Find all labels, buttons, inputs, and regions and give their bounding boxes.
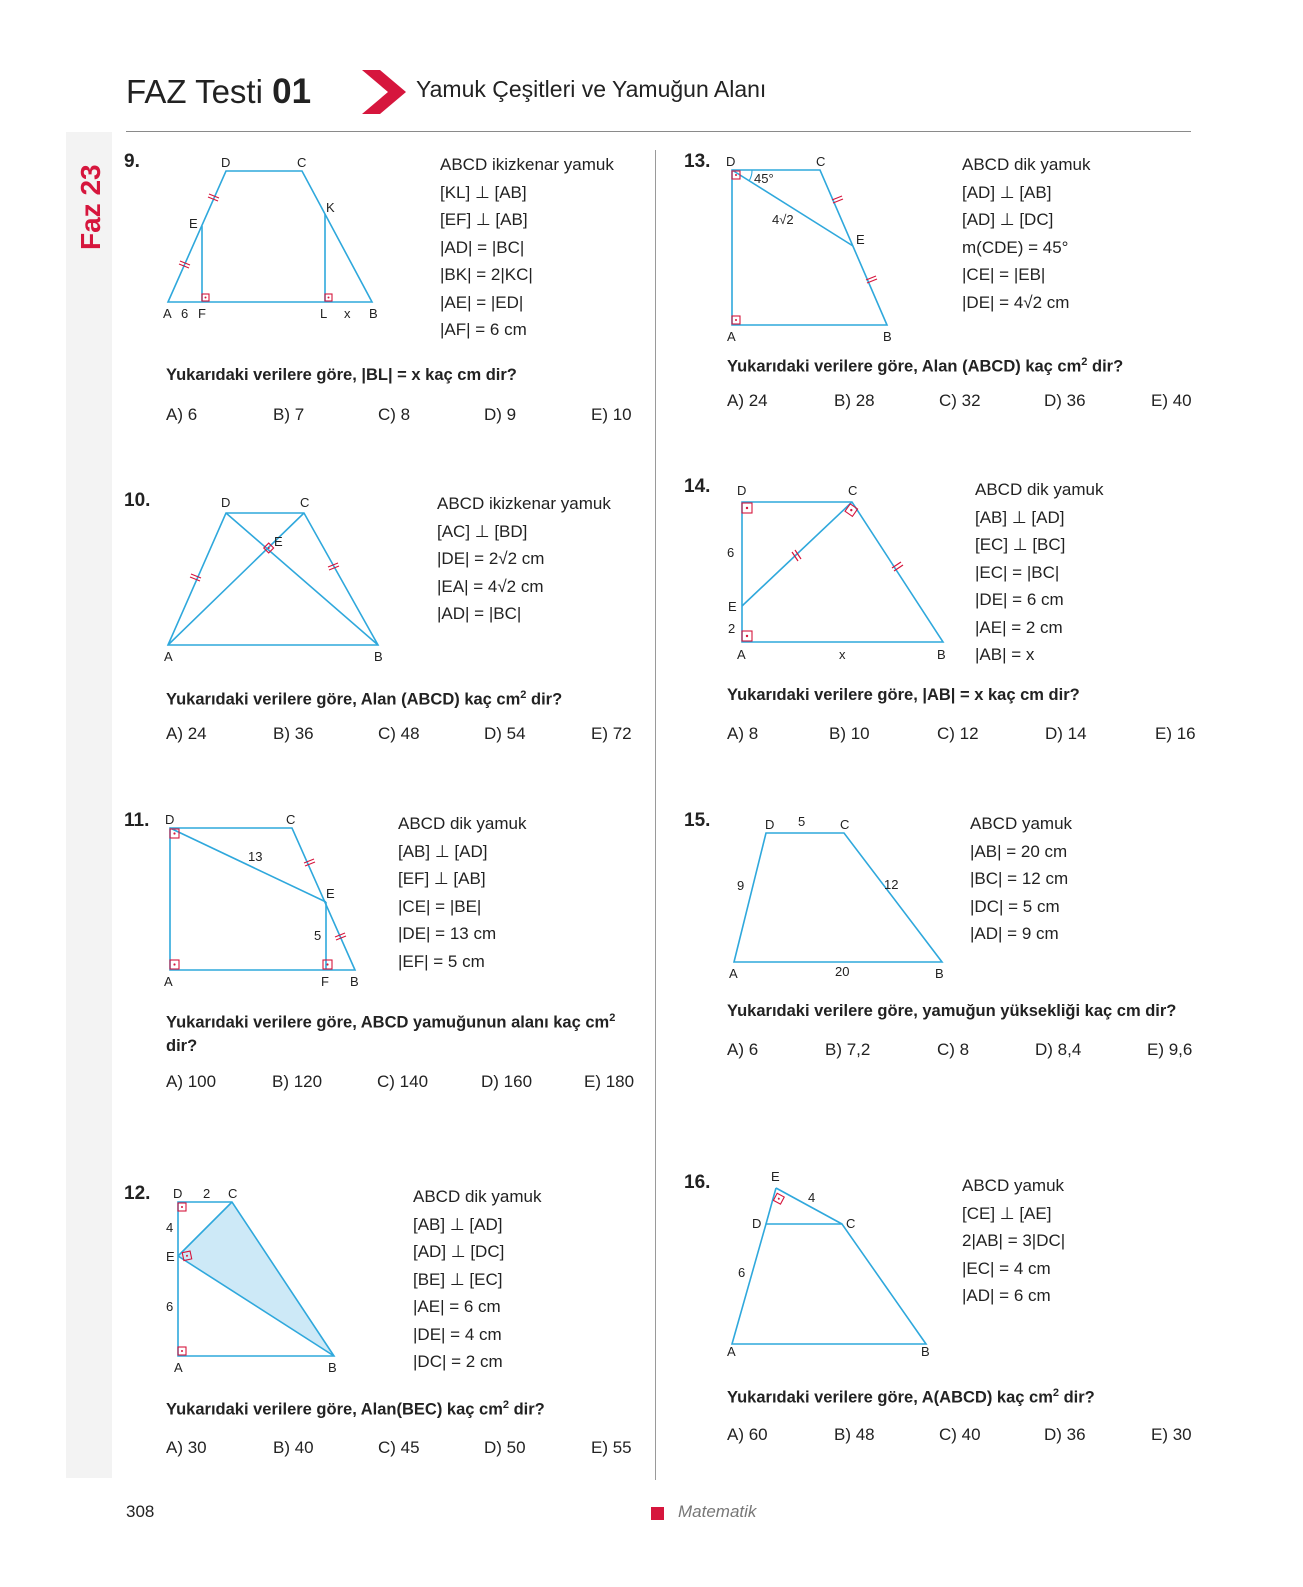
- trapezoid-figure-q9: [160, 155, 390, 330]
- givens-list: [413, 1183, 541, 1376]
- givens-list: [398, 810, 526, 975]
- given-item: |DC| = 5 cm: [970, 896, 1060, 916]
- figure-label: 45°: [754, 171, 774, 186]
- choice-a[interactable]: A) 24: [166, 724, 207, 743]
- choice-c[interactable]: C) 48: [378, 724, 420, 743]
- trapezoid-figure-q11: [160, 812, 370, 987]
- given-item: [BE] ⊥ [EC]: [413, 1269, 503, 1289]
- given-item: ABCD dik yamuk: [962, 155, 1091, 174]
- given-item: [EC] ⊥ [BC]: [975, 535, 1066, 554]
- figure-label: 5: [314, 928, 322, 943]
- given-item: [AB] ⊥ [AD]: [398, 841, 488, 861]
- title-main: FAZ Testi: [126, 73, 263, 110]
- givens-list: [437, 490, 611, 628]
- figure-label: 4: [166, 1220, 174, 1235]
- choice-c[interactable]: C) 12: [937, 724, 979, 743]
- given-item: |EC| = |BC|: [975, 562, 1060, 582]
- choice-b[interactable]: B) 28: [834, 391, 875, 410]
- given-item: |AF| = 6 cm: [440, 320, 527, 339]
- figure-label: C: [228, 1186, 238, 1201]
- figure-label: D: [221, 155, 231, 170]
- figure-label: 2: [728, 621, 736, 636]
- figure-label: D: [765, 817, 775, 832]
- figure-label: 6: [738, 1265, 746, 1280]
- page-subtitle: Yamuk Çeşitleri ve Yamuğun Alanı: [416, 76, 767, 102]
- given-item: |DC| = 2 cm: [413, 1352, 503, 1371]
- given-item: [CE] ⊥ [AE]: [962, 1203, 1052, 1223]
- column-divider: [655, 150, 656, 1480]
- header-divider: [126, 131, 1191, 132]
- question-text: Yukarıdaki verilere göre, yamuğun yüksekliği kaç cm dir?: [727, 1002, 1177, 1020]
- given-item: |CE| = |BE|: [398, 896, 482, 916]
- choice-d[interactable]: D) 14: [1045, 724, 1087, 743]
- question-number: 10.: [124, 490, 151, 511]
- answer-choices: [166, 1072, 636, 1096]
- given-item: |AD| = |BC|: [440, 237, 525, 257]
- figure-label: B: [328, 1360, 337, 1375]
- answer-choices: [727, 1425, 1197, 1449]
- given-item: |CE| = |EB|: [962, 265, 1046, 284]
- figure-label: 2: [203, 1186, 211, 1201]
- figure-label: C: [840, 817, 850, 832]
- choice-a[interactable]: A) 6: [166, 405, 198, 424]
- given-item: |DE| = 4 cm: [413, 1324, 502, 1344]
- given-item: |AB| = x: [975, 645, 1035, 664]
- figure-label: E: [274, 534, 283, 549]
- question-text: Yukarıdaki verilere göre, |AB| = x kaç cm dir?: [727, 686, 1080, 704]
- choice-b[interactable]: B) 10: [829, 724, 870, 743]
- choice-e[interactable]: E) 40: [1151, 391, 1192, 410]
- question-text: Yukarıdaki verilere göre, |BL| = x kaç cm dir?: [166, 366, 517, 384]
- page-number: 308: [126, 1502, 155, 1521]
- choice-e[interactable]: E) 16: [1155, 724, 1196, 743]
- figure-label: B: [883, 329, 892, 344]
- figure-label: B: [374, 649, 383, 664]
- choice-b[interactable]: B) 36: [273, 724, 314, 743]
- figure-label: D: [726, 154, 736, 169]
- givens-list: [970, 810, 1072, 948]
- choice-a[interactable]: A) 8: [727, 724, 759, 743]
- figure-label: F: [198, 306, 206, 321]
- choice-a[interactable]: A) 100: [166, 1072, 217, 1091]
- figure-label: D: [752, 1216, 762, 1231]
- given-item: ABCD dik yamuk: [413, 1187, 542, 1206]
- given-item: [EF] ⊥ [AB]: [398, 869, 486, 888]
- question-number: 12.: [124, 1183, 151, 1204]
- choice-e[interactable]: E) 10: [591, 405, 632, 424]
- figure-label: E: [189, 216, 198, 231]
- figure-label: E: [166, 1249, 175, 1264]
- figure-label: A: [727, 1344, 736, 1359]
- figure-label: 6: [166, 1299, 174, 1314]
- choice-b[interactable]: B) 40: [273, 1438, 314, 1457]
- choice-d[interactable]: D) 50: [484, 1438, 526, 1457]
- side-tab-text: Faz 23: [75, 164, 106, 250]
- figure-label: D: [221, 495, 231, 510]
- figure-label: 5: [798, 814, 806, 829]
- figure-label: 6: [727, 545, 735, 560]
- given-item: |EC| = 4 cm: [962, 1258, 1051, 1278]
- figure-label: C: [848, 483, 858, 498]
- given-item: |EF| = 5 cm: [398, 951, 485, 971]
- figure-label: K: [326, 200, 335, 215]
- choice-a[interactable]: A) 60: [727, 1425, 768, 1444]
- figure-label: L: [320, 306, 328, 321]
- givens-list: [975, 476, 1103, 669]
- figure-label: C: [816, 154, 826, 169]
- given-item: [AD] ⊥ [DC]: [413, 1242, 505, 1261]
- choice-d[interactable]: D) 8,4: [1035, 1040, 1082, 1059]
- figure-label: 9: [737, 878, 745, 893]
- given-item: [AD] ⊥ [DC]: [962, 210, 1054, 229]
- figure-label: B: [350, 974, 359, 989]
- figure-label: E: [856, 232, 865, 247]
- given-item: m(CDE) = 45°: [962, 237, 1069, 257]
- answer-choices: [166, 1438, 636, 1462]
- chevron-right-icon: [362, 68, 408, 116]
- figure-label: A: [163, 306, 172, 321]
- trapezoid-figure-q15: [722, 814, 962, 984]
- choice-d[interactable]: D) 160: [481, 1072, 533, 1091]
- figure-label: C: [286, 812, 296, 827]
- given-item: ABCD ikizkenar yamuk: [440, 155, 614, 174]
- question-text: Yukarıdaki verilere göre, Alan (ABCD) kaç $cm^2$ dir?: [166, 689, 563, 709]
- question-number: 9.: [124, 151, 140, 172]
- figure-label: F: [321, 974, 329, 989]
- choice-d[interactable]: D) 36: [1044, 1425, 1086, 1444]
- given-item: [EF] ⊥ [AB]: [440, 210, 528, 229]
- given-item: ABCD dik yamuk: [975, 480, 1104, 499]
- figure-label: 4: [808, 1190, 816, 1205]
- question-number: 15.: [684, 810, 711, 831]
- choice-c[interactable]: C) 8: [378, 405, 411, 424]
- choice-e[interactable]: E) 180: [584, 1072, 635, 1091]
- side-tab: [66, 132, 112, 1478]
- givens-list: [962, 151, 1090, 316]
- answer-choices: [727, 391, 1197, 415]
- given-item: [AD] ⊥ [AB]: [962, 182, 1052, 202]
- figure-label: E: [771, 1169, 780, 1184]
- choice-c[interactable]: C) 32: [939, 391, 981, 410]
- given-item: |AB| = 20 cm: [970, 841, 1068, 861]
- given-item: ABCD yamuk: [970, 814, 1073, 833]
- answer-choices: [166, 724, 636, 748]
- figure-label: D: [173, 1186, 183, 1201]
- figure-label: E: [326, 886, 335, 901]
- trapezoid-figure-q10: [160, 495, 390, 665]
- answer-choices: [166, 405, 636, 429]
- figure-label: C: [297, 155, 307, 170]
- given-item: |AD| = |BC|: [437, 604, 522, 623]
- given-item: 2|AB| = 3|DC|: [962, 1231, 1066, 1250]
- trapezoid-figure-q13: [722, 152, 902, 342]
- figure-label: A: [729, 966, 738, 981]
- choice-e[interactable]: E) 30: [1151, 1425, 1192, 1444]
- given-item: |DE| = 6 cm: [975, 590, 1064, 609]
- choice-d[interactable]: D) 9: [484, 405, 517, 424]
- question-number: 16.: [684, 1172, 711, 1193]
- choice-b[interactable]: B) 48: [834, 1425, 875, 1444]
- figure-label: C: [846, 1216, 856, 1231]
- question-text: Yukarıdaki verilere göre, A(ABCD) kaç $cm^2$ dir?: [727, 1387, 1095, 1407]
- given-item: |DE| = 13 cm: [398, 924, 497, 943]
- figure-label: A: [164, 649, 173, 664]
- answer-choices: [727, 1040, 1197, 1064]
- question-number: 11.: [124, 810, 150, 831]
- given-item: |AE| = 2 cm: [975, 617, 1063, 637]
- choice-e[interactable]: E) 55: [591, 1438, 632, 1457]
- figure-label: B: [921, 1344, 930, 1359]
- given-item: |EA| = 4√2 cm: [437, 576, 544, 596]
- given-item: ABCD yamuk: [962, 1176, 1065, 1195]
- choice-d[interactable]: D) 54: [484, 724, 526, 743]
- choice-c[interactable]: C) 40: [939, 1425, 981, 1444]
- figure-label: B: [937, 647, 946, 662]
- given-item: |BC| = 12 cm: [970, 869, 1069, 888]
- question-number: 13.: [684, 151, 711, 172]
- figure-label: D: [737, 483, 747, 498]
- given-item: |BK| = 2|KC|: [440, 265, 533, 284]
- figure-label: A: [737, 647, 746, 662]
- choice-b[interactable]: B) 120: [272, 1072, 323, 1091]
- givens-list: [962, 1172, 1065, 1310]
- subject-square-icon: [651, 1507, 664, 1520]
- choice-d[interactable]: D) 36: [1044, 391, 1086, 410]
- given-item: [KL] ⊥ [AB]: [440, 182, 527, 202]
- title-number: 01: [272, 72, 312, 111]
- page-title: [126, 72, 311, 112]
- question-number: 14.: [684, 476, 711, 497]
- question-text: Yukarıdaki verilere göre, Alan(BEC) kaç $cm^2$ dir?: [166, 1399, 545, 1419]
- choice-a[interactable]: A) 6: [727, 1040, 759, 1059]
- figure-label: A: [174, 1360, 183, 1375]
- trapezoid-figure-q12: [160, 1184, 350, 1374]
- figure-label: 4√2: [772, 212, 794, 227]
- choice-c[interactable]: C) 45: [378, 1438, 420, 1457]
- figure-label: x: [839, 647, 846, 662]
- choice-b[interactable]: B) 7: [273, 405, 305, 424]
- subject-label: Matematik: [678, 1502, 757, 1521]
- figure-label: E: [728, 599, 737, 614]
- figure-label: B: [935, 966, 944, 981]
- trapezoid-figure-q14: [722, 478, 962, 668]
- choice-a[interactable]: A) 24: [727, 391, 768, 410]
- question-text: Yukarıdaki verilere göre, ABCD yamuğunun alanı kaç $cm^2$ dir?: [166, 1012, 616, 1055]
- side-tab-label: [70, 150, 110, 260]
- figure-label: A: [164, 974, 173, 989]
- given-item: ABCD ikizkenar yamuk: [437, 494, 611, 513]
- figure-label: 12: [884, 877, 899, 892]
- given-item: |AD| = 6 cm: [962, 1286, 1051, 1305]
- figure-label: 13: [248, 849, 263, 864]
- given-item: [AB] ⊥ [AD]: [413, 1214, 503, 1234]
- given-item: ABCD dik yamuk: [398, 814, 527, 833]
- figure-label: C: [300, 495, 310, 510]
- figure-label: x: [344, 306, 351, 321]
- choice-a[interactable]: A) 30: [166, 1438, 207, 1457]
- question-text: Yukarıdaki verilere göre, Alan (ABCD) kaç $cm^2$ dir?: [727, 356, 1124, 376]
- given-item: |AE| = |ED|: [440, 292, 524, 312]
- given-item: [AB] ⊥ [AD]: [975, 507, 1065, 527]
- choice-c[interactable]: C) 8: [937, 1040, 970, 1059]
- figure-label: A: [727, 329, 736, 344]
- figure-label: 20: [835, 964, 850, 979]
- choice-e[interactable]: E) 9,6: [1147, 1040, 1193, 1059]
- figure-label: 6: [181, 306, 189, 321]
- trapezoid-figure-q16: [722, 1166, 942, 1359]
- givens-list: [440, 151, 614, 344]
- given-item: |DE| = 2√2 cm: [437, 549, 545, 568]
- choice-c[interactable]: C) 140: [377, 1072, 429, 1091]
- given-item: |AE| = 6 cm: [413, 1297, 501, 1316]
- figure-label: D: [165, 812, 175, 827]
- given-item: |AD| = 9 cm: [970, 924, 1059, 943]
- choice-e[interactable]: E) 72: [591, 724, 632, 743]
- answer-choices: [727, 724, 1197, 748]
- choice-b[interactable]: B) 7,2: [825, 1040, 871, 1059]
- given-item: |DE| = 4√2 cm: [962, 292, 1070, 312]
- figure-label: B: [369, 306, 378, 321]
- given-item: [AC] ⊥ [BD]: [437, 521, 528, 541]
